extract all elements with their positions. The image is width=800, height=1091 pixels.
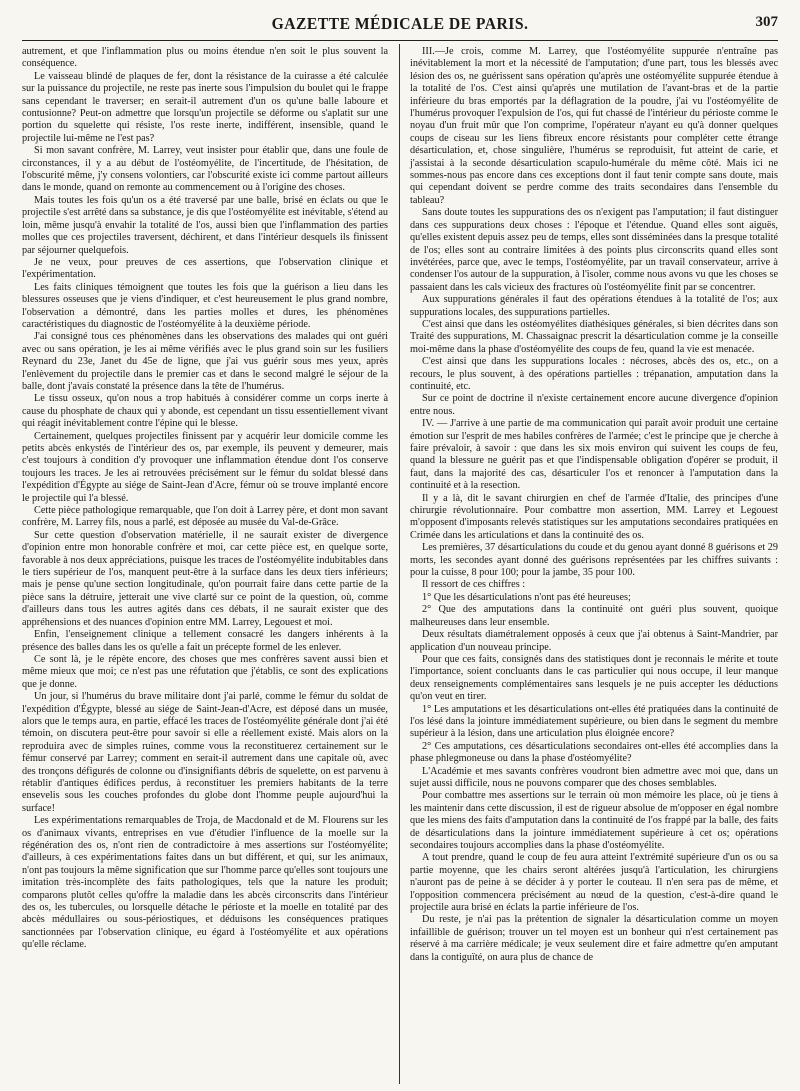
paragraph: Les faits cliniques témoignent que toutes les fois que la guérison a lieu dans les blessures osseuses que je viens d'indiquer, et c'est heureusement le plus grand nombre, l'observation a démontré, dans les parties molles et dures, les phénomènes caractéristiques du diagnostic de l'ostéomyélite à la deuxième période.: [22, 281, 388, 330]
paragraph: Sur ce point de doctrine il n'existe certainement encore aucune divergence d'opinion entre nous.: [410, 393, 778, 417]
paragraph: Sur cette question d'observation matérielle, il ne saurait exister de divergence d'opinion entre mon honorable confrère et moi, car cette pièce est, en quelque sorte, favorable à nos deux appréciations, puisque les traces de l'ostéomyélite indubitables dans le tiers supérieur de l'os, manquent peut-être à la surface dans les deux tiers inférieurs; mais je pense qu'une section longitudinale, qu'on pourrait faire dans cette partie de la pièce sans la détruire, jetterait une vive clarté sur ce point de la question, où, comme d'ailleurs dans tous les autres agités dans ces débats, il ne saurait exister que des appréhensions et des nuances d'opinion entre MM. Larrey, Legouest et moi.: [22, 529, 388, 628]
paragraph: Aux suppurations générales il faut des opérations étendues à la totalité de l'os; aux suppurations locales, des suppurations partielles.: [410, 294, 778, 318]
paragraph: 1° Les amputations et les désarticulations ont-elles été pratiquées dans la continuité de l'os lésé dans la jointure immédiatement supérieure, ou bien dans le segment du membre supérieur à la lésion, dans une articulation plus éloignée encore?: [410, 703, 778, 740]
paragraph: Deux résultats diamétralement opposés à ceux que j'ai obtenus à Saint-Mandrier, par application d'un nouveau principe.: [410, 629, 778, 653]
paragraph: Les expérimentations remarquables de Troja, de Macdonald et de M. Flourens sur les os d'animaux vivants, entreprises en vue d'étudier l'influence de la moelle sur la régénération des os, n'ont rien de contradictoire à mes assertions sur l'ostéomyélite; d'ailleurs, à ces expérimentations faites dans un but différent, et qui, sur les animaux, n'ont pas toujours la même signification que sur l'homme parce qu'elles sont toujours une imitation très-incomplète des faits pathologiques, tels que la nature les produit; comparons plutôt celles qu'offre la maladie dans les abcès circonscrits dans l'intérieur des os, les tubercules, ou lorsquelle détache le périoste et la moelle en totalité par des abcès médullaires ou sous-périostiques, et déduisons les conséquences pratiques sanctionnées par l'observation clinique, eu égard à l'ostéomyélite et aux opérations qu'elle réclame.: [22, 815, 388, 951]
paragraph: 1° Que les désarticulations n'ont pas été heureuses;: [422, 591, 631, 603]
page-header: [0, 14, 800, 36]
paragraph: 2° Ces amputations, ces désarticulations secondaires ont-elles été accomplies dans la phase phlegmoneuse ou dans la phase d'ostéomyélite?: [410, 740, 778, 765]
paragraph: Pour combattre mes assertions sur le terrain où mon mémoire les place, où je tiens à les maintenir dans cette discussion, il est de rigueur absolue de m'opposer en égal nombre que les miens des faits d'amputation dans la continuité de l'os frappé par la balle, des faits de désarticulations dans la jointure immédiatement supérieure à cet os; opérations secondaires toujours accomplies dans la phase d'ostéomyélite.: [410, 790, 778, 851]
paragraph: Le vaisseau blindé de plaques de fer, dont la résistance de la cuirasse a été calculée sur la puissance du projectile, ne reste pas inerte sous l'impulsion du boulet qui le frappe sans cependant le traverser; en serait-il autrement d'un os qu'une balle laboure et contusionne? Peut-on admettre que lorsqu'un projectile se déforme ou s'aplatit sur une portion du squelette qui résiste, l'os reste inerte, indifférent, insensible, quand le projectile lui-même ne l'est pas?: [22, 70, 388, 144]
paragraph: autrement, et que l'inflammation plus ou moins étendue n'en soit le plus souvent la conséquence.: [22, 46, 388, 70]
paragraph: L'Académie et mes savants confrères voudront bien admettre avec moi que, dans un sujet aussi difficile, nous ne pouvons comparer que des choses semblables.: [410, 765, 778, 789]
paragraph: IV. — J'arrive à une partie de ma communication qui paraît avoir produit une certaine émotion sur l'esprit de mes habiles confrères de l'armée; c'est le principe que je cherche à faire prévaloir, à savoir : que dans les six mois environ qui suivent les coups de feu, quand la blessure ne guérit pas et que l'indispensable obligation d'opérer se produit, il faut, dans la majorité des cas, désarticuler l'os et renoncer à l'amputation dans la continuité et à la resection.: [410, 418, 778, 492]
paragraph: Pour que ces faits, consignés dans des statistiques dont je reconnais le mérite et toute l'importance, soient concluants dans le cas particulier qui nous occupe, il leur manque deux renseignements complémentaires sans lesquels je ne puis accepter les déductions qu'on veut en tirer.: [410, 653, 778, 703]
journal-title: GAZETTE MÉDICALE DE PARIS.: [271, 14, 529, 33]
paragraph: Sans doute toutes les suppurations des os n'exigent pas l'amputation; il faut distinguer dans ces suppurations deux choses : l'époque et l'étendue. Quand elles sont aiguës, qu'elles existent depuis assez peu de temps, elles sont disséminées dans la presque totalité de l'os; elles sont au contraire limitées à des points plus circonscrits quand elles sont invétérées, parce que, avec le temps, l'ostéomyélite, par un travail conservateur, arrive à condenser l'os autour de la suppuration, à l'isoler, comme nous avons vu que les choses se passaient dans les cals vicieux des fractures où l'ostéomyélite finit par se concentrer.: [410, 207, 778, 293]
paragraph: Un jour, si l'humérus du brave militaire dont j'ai parlé, comme le fémur du soldat de l'expédition d'Égypte, blessé au siége de Saint-Jean-d'Acre, est déposé dans un musée, alors que le temps aura, en partie, effacé les traces de l'ostéomyélite générale dont j'ai été témoin, on discutera peut-être pour savoir si elle a réellement existé. Mais alors on la reproduira avec de simples ruines, comme vous la reconstituerez certainement sur le fémur conservé par Larrey; comment en serait-il autrement dans une capitale où, avec des tronçons défigurés de colonne ou d'insignifiants débris de squelette, on est parvenu à rétablir d'antiques édifices perdus, à reconstituer les premiers habitants de la terre ensevelis sous les couches profondes du globe dont l'homme peuple aujourd'hui la surface!: [22, 691, 388, 814]
paragraph: Ce sont là, je le répète encore, des choses que mes confrères savent aussi bien et même mieux que moi; ce n'est pas une réfutation que j'établis, ce sont des explications que je donne.: [22, 653, 388, 690]
paragraph: Si mon savant confrère, M. Larrey, veut insister pour établir que, dans une foule de circonstances, il y a au début de l'ostéomyélite, de l'incertitude, de l'hésitation, de l'obscurité même, j'y consens volontiers, car l'obscurité existe ici comme partout ailleurs dans le monde, quand on remonte au commencement ou à l'origine des choses.: [22, 145, 388, 194]
paragraph: Certainement, quelques projectiles finissent par y acquérir leur domicile comme les petits abcès enkystés de l'intérieur des os, par exemple, ils peuvent y demeurer, mais c'est toujours à condition d'y provoquer une inflammation étendue dont l'os conserve toujours les traces. Je les ai retrouvées précisément sur le fémur du soldat blessé dans l'expédition d'Égypte au siége de Saint-Jean d'Acre, fémur où se trouve implanté encore le projectile qui l'a blessé.: [22, 430, 388, 504]
paragraph: 2° Que des amputations dans la continuité ont guéri plus souvent, quoique malheureuses dans leur ensemble.: [410, 604, 778, 628]
paragraph: Il y a là, dit le savant chirurgien en chef de l'armée d'Italie, des principes d'une chirurgie révolutionnaire. Pour combattre mon assertion, MM. Larrey et Legouest m'opposent d'imposants relevés statistiques sur les amputations secondaires pratiquées en Crimée dans les articulations et dans la continuité des os.: [410, 492, 778, 541]
paragraph: Mais toutes les fois qu'un os a été traversé par une balle, brisé en éclats ou que le projectile s'est arrêté dans sa substance, je dis que l'ostéomyélite est inévitable, s'étend au loin, même jusqu'à envahir la totalité de l'os, aussi bien que l'inflammation des parties molles que ces projectiles traversent, déchirent, et dans l'intérieur desquels ils finissent par séjourner quelquefois.: [22, 194, 388, 256]
paragraph: Il ressort de ces chiffres :: [422, 579, 526, 591]
paragraph: III.—Je crois, comme M. Larrey, que l'ostéomyélite suppurée n'entraîne pas inévitablement la mort et la nécessité de l'amputation; d'une part, tous les blessés avec lésion des os, ne guérissent sans opération qu'après une ostéomyélite suppurée étendue à la totalité de l'os. C'est ainsi qu'après une mutilation de l'avant-bras et de la partie inférieure du bras emportés par la déflagration de la poudre, j'ai vu l'ostéomyélite de l'humérus provoquer l'expulsion de l'os, qui fut chassé de l'intérieur du périoste comme le noyau d'un fruit mûr que l'on comprime, l'opérateur n'ayant eu qu'à donner quelques coups de ciseau sur les liens fibreux encore résistants pour compléter cette étrange désarticulation, et, chose singulière, l'humérus se reproduisit, fut atteint de carie, et j'assistai à la seconde désarticulation scapulo-humérale du même côté. Mais ici ne sommes-nous pas encore dans ces exceptions dont il faut tenir compte sans doute, mais qui cependant doivent se perdre comme des traits secondaires dans l'ensemble du tableau?: [410, 46, 778, 206]
paragraph: C'est ainsi que dans les ostéomyélites diathésiques générales, si bien décrites dans son Traité des suppurations, M. Chassaignac prescrit la désarticulation comme je la conseille moi-même dans la phase d'ostéomyélite des coups de feu, quand la vie est menacée.: [410, 318, 778, 355]
header-rule: [22, 40, 778, 41]
paragraph: J'ai consigné tous ces phénomènes dans les observations des malades qui ont guéri avec ou sans opération, je les ai même vérifiés avec le plus grand soin sur les fusiliers Reynard du 23e, Janet du 45e de ligne, que j'ai vus guérir sous mes yeux, après l'enlèvement du projectile dans le premier cas et dans le second malgré le séjour de la balle, dont j'avais constaté la présence dans la tête de l'humérus.: [22, 331, 388, 392]
left-column: [22, 46, 388, 952]
paragraph: Le tissu osseux, qu'on nous a trop habitués à considérer comme un corps inerte à cause du phosphate de chaux qui y abonde, est cependant un tissu essentiellement vivant qui réagit inévitablement contre l'épine qui le blesse.: [22, 393, 388, 430]
right-column: [410, 46, 778, 964]
paragraph: Enfin, l'enseignement clinique a tellement consacré les dangers inhérents à la présence des balles dans les os qu'elle a fait un précepte formel de les enlever.: [22, 629, 388, 653]
paragraph: Je ne veux, pour preuves de ces assertions, que l'observation clinique et l'expérimentation.: [22, 256, 388, 281]
paragraph: Les premières, 37 désarticulations du coude et du genou ayant donné 8 guérisons et 29 morts, les secondes ayant donné des guérisons représentées par les chiffres suivants : pour la cuisse, 8 pour 100; pour la jambe, 35 pour 100.: [410, 542, 778, 579]
paragraph: Cette pièce pathologique remarquable, que l'on doit à Larrey père, et dont mon savant confrère, M. Larrey fils, nous a parlé, est déposée au musée du Val-de-Grâce.: [22, 505, 388, 529]
column-divider: [399, 44, 400, 1084]
paragraph: C'est ainsi que dans les suppurations locales : nécroses, abcès des os, etc., on a recours, le plus souvent, à des opérations partielles : trépanation, amputation dans la continuité, etc.: [410, 356, 778, 392]
paragraph: Du reste, je n'ai pas la prétention de signaler la désarticulation comme un moyen infaillible de guérison; trouver un tel moyen est un bonheur qui n'est certainement pas réservé à ma carrière médicale; je veux seulement dire et faire admettre qu'en amputant dans la contiguïté, on aura plus de chance de: [410, 914, 778, 963]
paragraph: A tout prendre, quand le coup de feu aura atteint l'extrémité supérieure d'un os ou sa partie moyenne, que les chairs seront altérées jusqu'à l'articulation, les chirurgiens n'auront pas de peine à se décider à y porter le couteau. Il n'en sera pas de même, et l'opposition commencera précisément au nœud de la question, c'est-à-dire quand le projectile aura brisé en éclats la partie inférieure de l'os.: [410, 852, 778, 914]
page-number: 307: [755, 14, 778, 30]
